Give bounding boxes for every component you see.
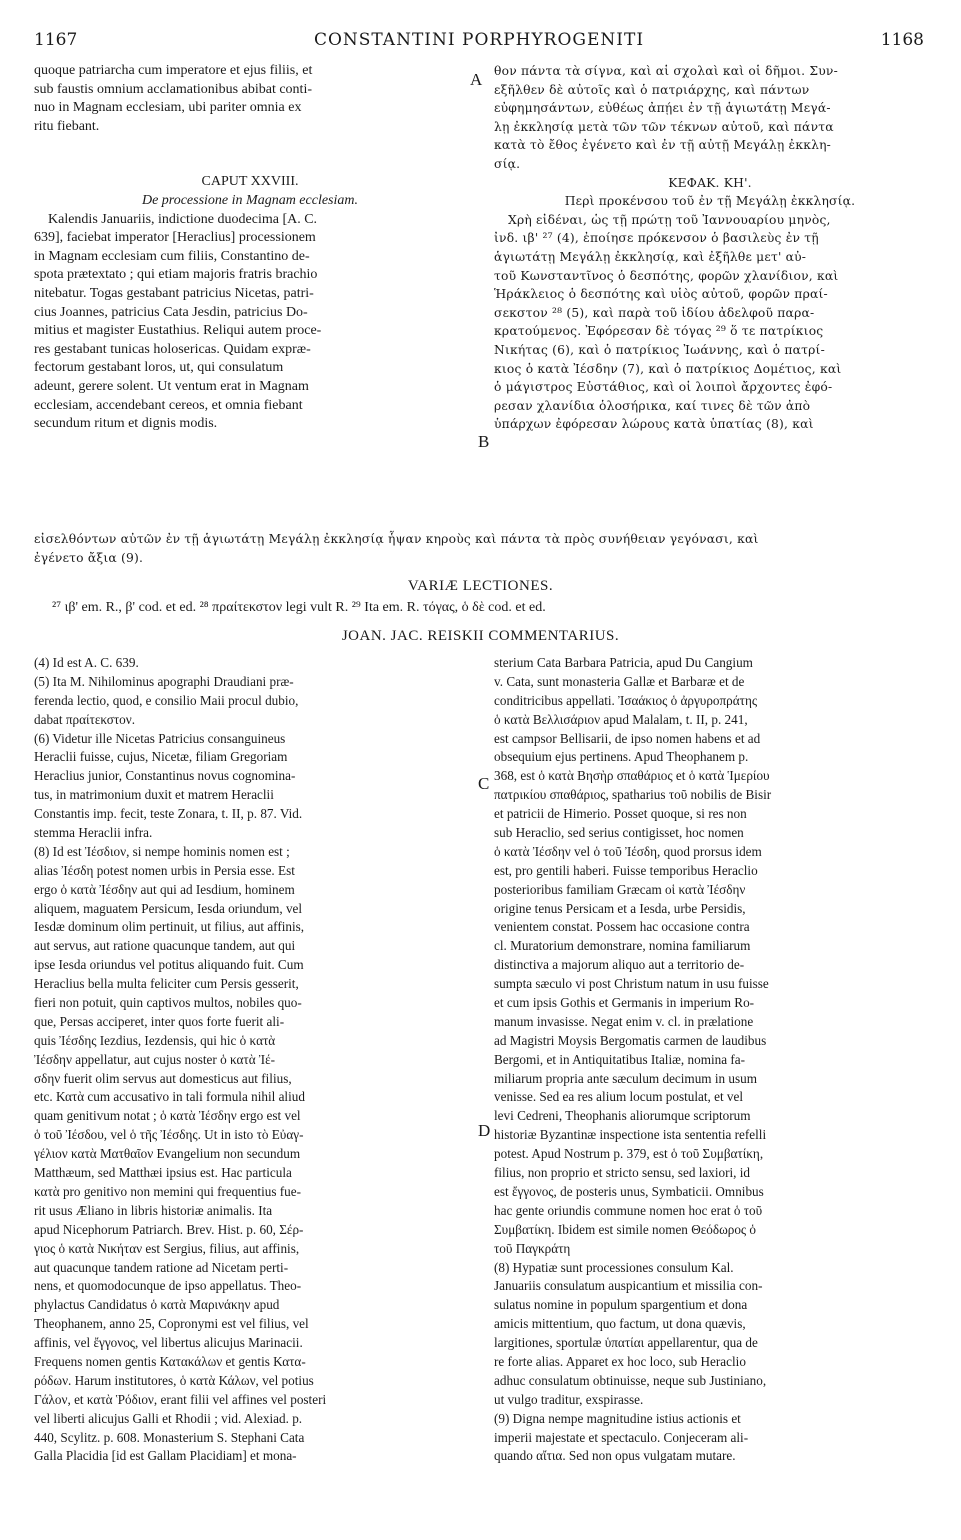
commentary-line: Ἰέσδην appellatur, aut cujus noster ὁ κατὰ Ἰέ- [34,1051,276,1067]
commentary-line: Theophanem, anno 25, Copronymi est vel filius, vel [34,1316,309,1332]
commentary-line: origine tenus Persicam et a Iesda, urbe Persidis, [494,900,746,916]
commentary-line: (9) Digna nempe magnitudine istius actionis et [494,1410,741,1426]
commentary-line: sub Heraclio, sed serius contigisset, hoc nomen [494,825,744,841]
greek-intro-line: σίᾳ. [494,156,521,171]
commentary-line: phylactus Candidatus ὁ κατὰ Μαρινάκην apud [34,1297,280,1313]
greek-body-line: Χρὴ εἰδέναι, ὡς τῇ πρώτῃ τοῦ Ἰαννουαρίου μηνὸς, [508,212,831,227]
commentary-line: est, pro gentili haberi. Fuisse temporibus Heraclio [494,862,758,878]
commentary-line: re forte alias. Apparet ex hoc loco, sub Heraclio [494,1353,746,1369]
commentary-line: Matthæum, sed Matthæi ipsius est. Hac particula [34,1165,292,1181]
left-page-number: 1167 [34,30,78,50]
commentary-line: ferenda lectio, quod, e consilio Maii procul dubio, [34,692,299,708]
commentary-line: Συμβατίκη. Ibidem est simile nomen Θεόδωρος ὁ [494,1221,757,1237]
commentary-line: (6) Videtur ille Nicetas Patricius consanguineus [34,730,286,746]
commentary-line: dabat πραίτεκστον. [34,711,136,727]
latin-body-line: in Magnam ecclesiam cum filiis, Constantino de- [34,248,310,264]
commentary-line: ὁ τοῦ Ἰέσδου, vel ὁ τῆς Ἰέσδης. Ut in isto τὸ Εὐαγ- [34,1127,304,1143]
margin-letter-d: D [478,1121,491,1140]
margin-letter-b: B [478,432,490,451]
commentary-line: Heraclii fuisse, cujus, Nicetæ, filiam Gregoriam [34,749,288,765]
commentary-line: ut vulgo traditur, exspirasse. [494,1391,644,1407]
latin-body-line: adeunt, gerere solent. Ut ventum erat in Magnam [34,378,309,394]
commentary-line: distinctiva a majorum aliquo aut a territorio de- [494,957,745,973]
commentary-line: (8) Hypatiæ sunt processiones consulum Kal. [494,1259,734,1275]
commentary-line: affinis, vel ἔγγονος, vel libertus alicujus Marinacii. [34,1335,303,1351]
greek-body-line: σεκστον ²⁸ (5), καὶ παρὰ τοῦ ἰδίου ἀδελφοῦ παρα- [494,305,815,320]
variae-lectiones-heading: VARIÆ LECTIONES. [407,578,554,594]
commentary-line: ρόδων. Harum institutores, ὁ κατὰ Κάλων, vel potius [34,1372,314,1388]
commentary-line: est campsor Bellisarii, de ipso nomen habens et ad [494,730,761,746]
greek-intro-line: θον πάντα τὰ σίγνα, καὶ αἱ σχολαὶ καὶ οἱ δῆμοι. Συν- [494,64,838,78]
commentary-line: aut quacunque tandem ratione ad Nicetam perti- [34,1259,289,1275]
greek-fullwidth-line: εἰσελθόντων αὐτῶν ἐν τῇ ἁγιωτάτῃ Μεγάλῃ ἐκκλησίᾳ ἧψαν κηροὺς καὶ πάντα τὰ πρὸς συνήθειαν γεγόνασι, καὶ [34,532,759,546]
commentary-line: potest. Apud Nostrum p. 379, est ὁ τοῦ Συμβατίκη, [494,1146,764,1162]
commentary-line: Frequens nomen gentis Κατακάλων et gentis Κατα- [34,1353,306,1369]
commentary-line: amicis mittentium, quo factum, ut dona quævis, [494,1316,746,1332]
commentary-line: apud Nicephorum Patriarch. Brev. Hist. p. 60, Σέρ- [34,1221,304,1237]
commentary-line: levi Cedreni, Theophanis aliorumque scriptorum [494,1108,751,1124]
commentary-line: sterium Cata Barbara Patricia, apud Du Cangium [494,655,753,670]
commentary-line: miliarum propria ante sæculum decimum in usum [494,1070,757,1086]
latin-body-line: nitebatur. Togas gestabant patricius Nicetas, patri- [34,285,314,301]
commentary-line: (5) Ita M. Nihilominus apographi Draudiani præ- [34,673,294,689]
commentary-line: est ἔγγονος, de posteris unus, Symbaticii. Omnibus [494,1183,764,1199]
commentary-left-column [34,654,466,1466]
latin-body-line: res gestabant tunicas holosericas. Quidam expræ- [34,341,311,357]
latin-intro-line: sub faustis omnium acclamationibus abibat conti- [34,81,312,97]
commentary-line: ὁ κατὰ Ἰέσδην vel ὁ τοῦ Ἰέσδη, quod prorsus idem [494,843,762,859]
commentary-line: alias Ἰέσδη potest nomen urbis in Persia esse. Est [34,862,295,878]
greek-body-line: ἁγιωτάτῃ Μεγάλῃ ἐκκλησίᾳ, καὶ ἐξῆλθε μετ' αὐ- [494,249,807,264]
commentary-line: 440, Scylitz. p. 608. Monasterium S. Stephani Cata [34,1429,305,1445]
commentary-line: et patricii de Himerio. Posset quoque, si res non [494,806,747,822]
greek-body-line: ὑπάρχων ἐφόρεσαν λώρους κατὰ ὑπατίας (8), καὶ [494,417,814,432]
commentary-line: nens, et quomodocunque de ipso appellatus. Theo- [34,1278,302,1294]
commentary-line: Januariis consulatum auspicantium et missilia con- [494,1278,763,1294]
greek-body-line: κρατούμενος. Ἐφόρεσαν δὲ τόγας ²⁹ ὅ τε πατρίκιος [494,324,824,339]
variae-lectiones-text: ²⁷ ιβ' em. R., β' cod. et ed. ²⁸ πραίτεκστον legi vult R. ²⁹ Ita em. R. τόγας, ὁ δὲ cod. et ed. [52,600,546,615]
commentary-line: quis Ἰέσδης Iezdius, Iezdensis, qui hic ὁ κατὰ [34,1032,276,1048]
commentary-line: sulatus nomine in populum spargentium et dona [494,1297,748,1313]
commentary-line: 368, est ὁ κατὰ Βησὴρ σπαθάριος et ὁ κατὰ Ἱμερίου [494,768,770,784]
commentary-line: v. Cata, sunt monasteria Gallæ et Barbaræ et de [494,673,745,689]
commentary-line: et cum ipsis Gothis et Germanis in imperium Ro- [494,995,755,1011]
commentary-line: historiæ Byzantinæ inspectione ista sententia refelli [494,1127,767,1143]
commentary-line: quam genitivum notat ; ὁ κατὰ Ἰέσδην ergo est vel [34,1108,301,1124]
margin-letter-c: C [478,774,490,793]
margin-letter-a: A [470,70,483,89]
greek-body-line: τοῦ Κωνσταντῖνος ὁ δεσπότης, φορῶν χλανίδιον, καὶ [494,268,839,283]
commentary-line: Heraclius junior, Constantinus novus cognomina- [34,768,296,784]
greek-intro-line: κατὰ τὸ ἔθος ἐγένετο καὶ ἐν τῇ αὐτῇ Μεγάλῃ ἐκκλη- [494,138,832,153]
greek-intro-line: λῃ ἐκκλησίᾳ μετὰ τῶν τῶν τέκνων αὐτοῦ, καὶ πάντα [494,119,834,134]
commentary-line: Iesdæ dominum olim pertinuit, ut filius, aut affinis, [34,919,305,935]
greek-column [494,62,926,434]
commentary-line: conditricibus appellati. Ἰσαάκιος ὁ ἀργυροπράτης [494,692,758,708]
commentary-line: σδην fuerit olim servus aut domesticus aut filius, [34,1070,292,1086]
commentary-line: (4) Id est A. C. 639. [34,655,139,670]
commentary-line: obsequium ejus pertinens. Apud Theophanem p. [494,749,749,765]
latin-body-line: mitius et magister Eustathius. Reliqui autem proce- [34,323,322,339]
commentary-line: imperii majestate et spectaculo. Conjeceram ali- [494,1429,749,1445]
latin-body-line: spota prætextato ; qui etiam majoris fratris brachio [34,267,318,283]
latin-body-line: cius Joannes, patricius Cata Jesdin, patricius Do- [34,304,308,320]
commentary-line: vel liberti alicujus Galli et Rhodii ; vid. Alexiad. p. [34,1410,303,1426]
latin-body-line: ecclesiam, accendebant cereos, et omnia fiebant [34,397,303,413]
greek-body-line: κιος ὁ κατὰ Ἰέσδην (7), καὶ ὁ πατρίκιος Δομέτιος, καὶ [494,361,842,376]
right-page-number: 1168 [880,30,924,50]
commentary-line: ipse Iesda oriundus vel potitus aliquando fuit. Cum [34,957,304,973]
commentary-line: venientem constat. Possem hac occasione contra [494,919,750,935]
commentary-line: fieri non potuit, quin captivos multos, nobiles quo- [34,995,302,1011]
greek-fullwidth-line: ἐγένετο ἄξια (9). [34,551,144,565]
commentary-line: aliquem, maguatem Persicum, Iesda oriundum, vel [34,900,303,916]
commentary-line: stemma Heraclii infra. [34,825,153,841]
commentary-line: Galla Placidia [id est Gallam Placidiam] et mona- [34,1448,297,1464]
commentary-heading: JOAN. JAC. REISKII COMMENTARIUS. [341,628,620,644]
commentary-right-column [494,654,926,1466]
commentary-line: γέλιον κατὰ Ματθαῖον Evangelium non secundum [34,1146,301,1162]
commentary-line: ὁ κατὰ Βελλισάριον apud Malalam, t. II, p. 241, [494,711,748,727]
latin-body-line: fectorum gestabant loros, ut, qui consulatum [34,360,284,376]
commentary-line: manum invasisse. Negat enim v. cl. in prælatione [494,1013,754,1029]
commentary-line: rit usus Æliano in libris historiæ animalis. Ita [34,1202,273,1218]
caput-subtitle: De processione in Magnam ecclesiam. [141,192,359,208]
greek-body-line: Νικήτας (6), καὶ ὁ πατρίκιος Ἰωάννης, καὶ ὁ πατρί- [494,342,825,357]
commentary-line: quando αἴτια. Sed non opus vulgatam mutare. [494,1448,736,1464]
commentary-line: adhuc consulatum obtinuisse, neque sub Justiniano, [494,1372,767,1388]
commentary-line: largitiones, sportulæ ὑπατίαι appellarentur, qua de [494,1335,758,1351]
commentary-line: aut servus, aut ratione quacunque tandem, aut qui [34,938,296,954]
commentary-line: κατὰ pro genitivo non memini qui frequentius fue- [34,1183,302,1199]
latin-intro-line: nuo in Magnam ecclesiam, ubi pariter omnia ex [34,100,302,116]
commentary-line: Heraclius bella multa feliciter cum Persis gesserit, [34,976,299,992]
running-title: CONSTANTINI PORPHYROGENITI [313,30,645,50]
greek-body-line: ρεσαν χλανίδια ὁλοσήρικα, καί τινες δὲ τῶν ἀπὸ [494,398,811,413]
latin-body-line: secundum ritum et dignis modis. [34,416,218,432]
commentary-line: (8) Id est Ἰέσδιον, si nempe hominis nomen est ; [34,843,290,859]
commentary-line: Bergomi, et in Antiquitatibus Italiæ, nomina fa- [494,1051,746,1067]
commentary-line: ad Magistri Moysis Bergomatis carmen de laudibus [494,1032,767,1048]
commentary-line: que, Persas acciperet, inter quos forte fuerit ali- [34,1013,285,1029]
commentary-line: cl. Muratorium demonstrare, nomina familiarum [494,938,751,954]
commentary-line: γιος ὁ κατὰ Νικήταν est Sergius, filius, aut affinis, [34,1240,300,1256]
kephalaion-heading: ΚΕΦΑΚ. ΚΗ'. [668,175,752,190]
latin-intro-line: quoque patriarcha cum imperatore et ejus filiis, et [34,63,313,78]
commentary-line: hac gente oriundis commune nomen hoc erat ὁ τοῦ [494,1202,763,1218]
commentary-line: tus, in matrimonium duxit et matrem Heraclii [34,787,274,803]
greek-intro-line: εξῆλθεν δὲ αὐτοῖς καὶ ὁ πατριάρχης, καὶ πάντων [494,82,810,97]
commentary-line: posterioribus familiam Græcam οἱ κατὰ Ἰέσδην [494,881,746,897]
commentary-line: etc. Κατὰ cum accusativo in tali formula nihil aliud [34,1089,305,1105]
page-header [34,30,924,56]
commentary-line: venisse. Sed ea res alium locum postulat, et vel [494,1089,744,1105]
kephalaion-subtitle: Περὶ προκένσου τοῦ ἐν τῇ Μεγάλῃ ἐκκλησίᾳ. [564,194,856,209]
greek-body-line: ἰνδ. ιβ' ²⁷ (4), ἐποίησε πρόκενσον ὁ βασιλεὺς ἐν τῇ [494,231,819,246]
latin-column [34,62,466,434]
caput-heading: CAPUT XXVIII. [201,174,299,190]
commentary-line: πατρικίου σπαθάριος, spatharius τοῦ nobilis de Bisir [494,787,772,803]
latin-body-line: Kalendis Januariis, indictione duodecima [A. C. [48,211,318,227]
commentary-line: filius, non proprio et stricto sensu, sed laxiori, id [494,1165,751,1181]
commentary-line: sumpta sæculo vi post Christum natum in usu fuisse [494,976,769,992]
commentary-line: Constantis imp. fecit, teste Zonara, t. II, p. 87. Vid. [34,806,303,822]
greek-body-line: ὁ μάγιστρος Εὐστάθιος, καὶ οἱ λοιποὶ ἄρχοντες ἐφό- [494,380,833,395]
commentary-line: ergo ὁ κατὰ Ἰέσδην aut qui ad Iesdium, hominem [34,881,295,897]
latin-intro-line: ritu fiebant. [34,118,100,134]
commentary-line: Γάλον, et κατὰ Ῥόδιον, erant filii vel affines vel posteri [34,1391,327,1407]
commentary-line: τοῦ Παγκράτη [494,1240,571,1256]
greek-body-line: Ἡράκλειος ὁ δεσπότης καὶ υἱὸς αὐτοῦ, φορῶν πραί- [494,287,828,302]
greek-intro-line: εὐφημησάντων, εὐθέως ἀπῄει ἐν τῇ ἁγιωτάτῃ Μεγά- [494,101,831,116]
latin-body-line: 639], faciebat imperator [Heraclius] processionem [34,230,316,246]
